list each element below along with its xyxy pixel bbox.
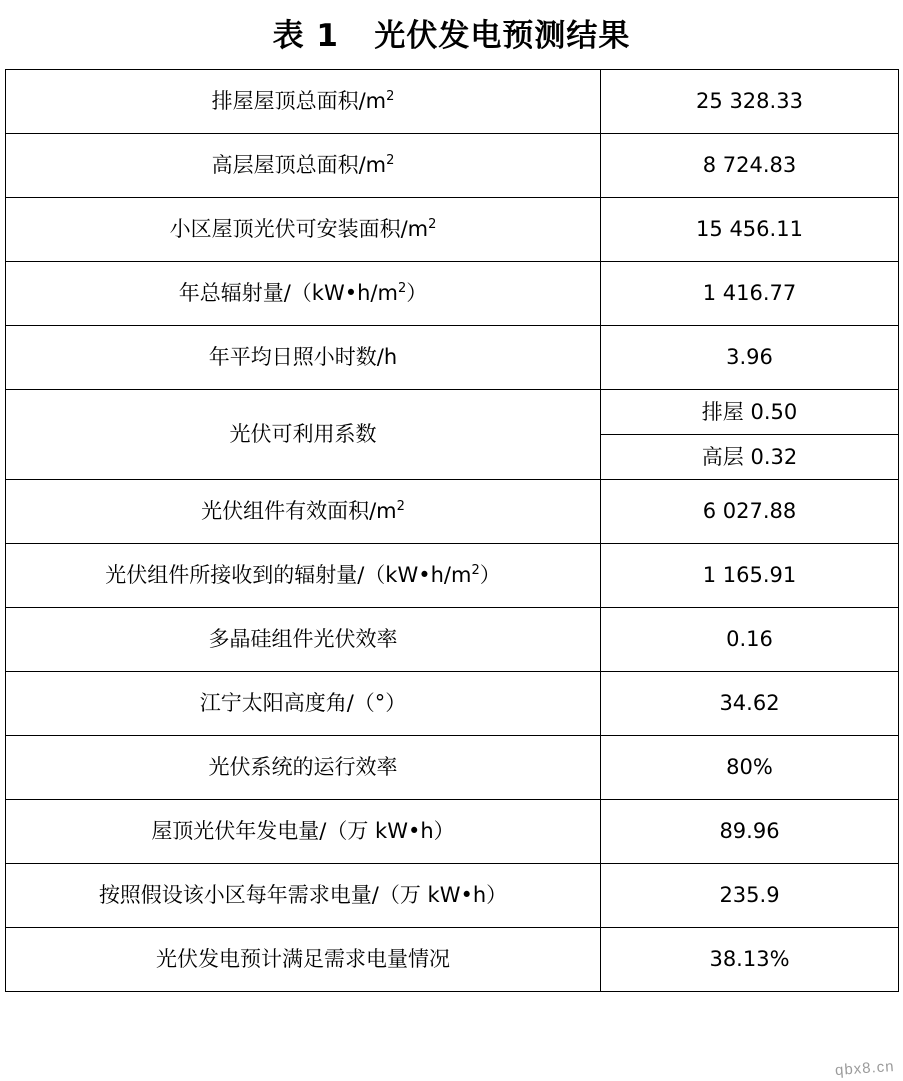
row-label: [6, 864, 601, 928]
row-value: [601, 435, 899, 480]
row-value: 89.96: [601, 800, 899, 864]
row-value: 80%: [601, 736, 899, 800]
row-value: 38.13%: [601, 928, 899, 992]
table-body: [6, 70, 899, 992]
row-label-text: 光伏可利用系数: [229, 422, 377, 447]
row-label: [6, 262, 601, 326]
row-label: [6, 672, 601, 736]
row-value-number: 0.50: [750, 399, 798, 424]
table-row: [6, 134, 899, 198]
row-value: 34.62: [601, 672, 899, 736]
row-label-superscript: 2: [471, 563, 480, 579]
table-row: [6, 736, 899, 800]
row-label: [6, 70, 601, 134]
table-row: [6, 544, 899, 608]
row-value: 6 027.88: [601, 480, 899, 544]
row-label-superscript: 2: [428, 217, 437, 233]
table-row: [6, 70, 899, 134]
row-label-tail: ）: [406, 281, 428, 306]
table-row: [6, 672, 899, 736]
row-label-superscript: 2: [386, 153, 395, 169]
photovoltaic-results-table: [5, 69, 899, 992]
table-row: [6, 864, 899, 928]
row-value: 1 165.91: [601, 544, 899, 608]
row-label-text: 屋顶光伏年发电量/（万 kW•h）: [151, 819, 455, 844]
row-value: 1 416.77: [601, 262, 899, 326]
row-label-superscript: 2: [397, 281, 407, 297]
row-label: [6, 736, 601, 800]
row-label-text: 按照假设该小区每年需求电量/（万 kW•h）: [98, 883, 508, 908]
row-value-number: 0.32: [750, 444, 798, 469]
row-value: 8 724.83: [601, 134, 899, 198]
table-row: [6, 198, 899, 262]
row-label: [6, 198, 601, 262]
row-label: [6, 544, 601, 608]
row-label: [6, 390, 601, 480]
row-label-text: 小区屋顶光伏可安装面积/m: [169, 217, 429, 242]
row-label: [6, 134, 601, 198]
row-label: [6, 608, 601, 672]
row-label-tail: ）: [479, 563, 501, 588]
row-label-text: 光伏发电预计满足需求电量情况: [156, 947, 450, 972]
row-label-text: 江宁太阳高度角/（°: [199, 691, 386, 716]
table-row: [6, 390, 899, 435]
watermark: qbx8.cn: [834, 1057, 896, 1080]
table-row: [6, 928, 899, 992]
row-label-superscript: 2: [386, 89, 395, 105]
table-row: [6, 262, 899, 326]
page-title: 表 1 光伏发电预测结果: [272, 18, 631, 54]
row-label-tail: ）: [385, 691, 407, 716]
row-value: 0.16: [601, 608, 899, 672]
row-label: [6, 326, 601, 390]
row-label-text: 光伏组件有效面积/m: [201, 499, 397, 524]
row-label-superscript: 2: [396, 499, 405, 515]
table-row: [6, 800, 899, 864]
row-label-text: 年平均日照小时数/h: [208, 345, 398, 370]
row-label: [6, 480, 601, 544]
row-value-sublabel: 排屋: [701, 399, 751, 424]
row-value: 25 328.33: [601, 70, 899, 134]
table-row: [6, 480, 899, 544]
row-value: 3.96: [601, 326, 899, 390]
row-label-text: 光伏组件所接收到的辐射量/（kW•h/m: [105, 563, 472, 588]
row-label-text: 光伏系统的运行效率: [208, 755, 398, 780]
row-label: [6, 800, 601, 864]
row-label-text: 年总辐射量/（kW•h/m: [178, 281, 398, 306]
row-label-text: 多晶硅组件光伏效率: [208, 627, 398, 652]
table-row: [6, 326, 899, 390]
row-label: [6, 928, 601, 992]
row-value: [601, 390, 899, 435]
table-row: [6, 608, 899, 672]
row-value: 15 456.11: [601, 198, 899, 262]
row-label-text: 高层屋顶总面积/m: [211, 153, 387, 178]
row-value-sublabel: 高层: [701, 444, 751, 469]
row-value: 235.9: [601, 864, 899, 928]
row-label-text: 排屋屋顶总面积/m: [211, 89, 387, 114]
